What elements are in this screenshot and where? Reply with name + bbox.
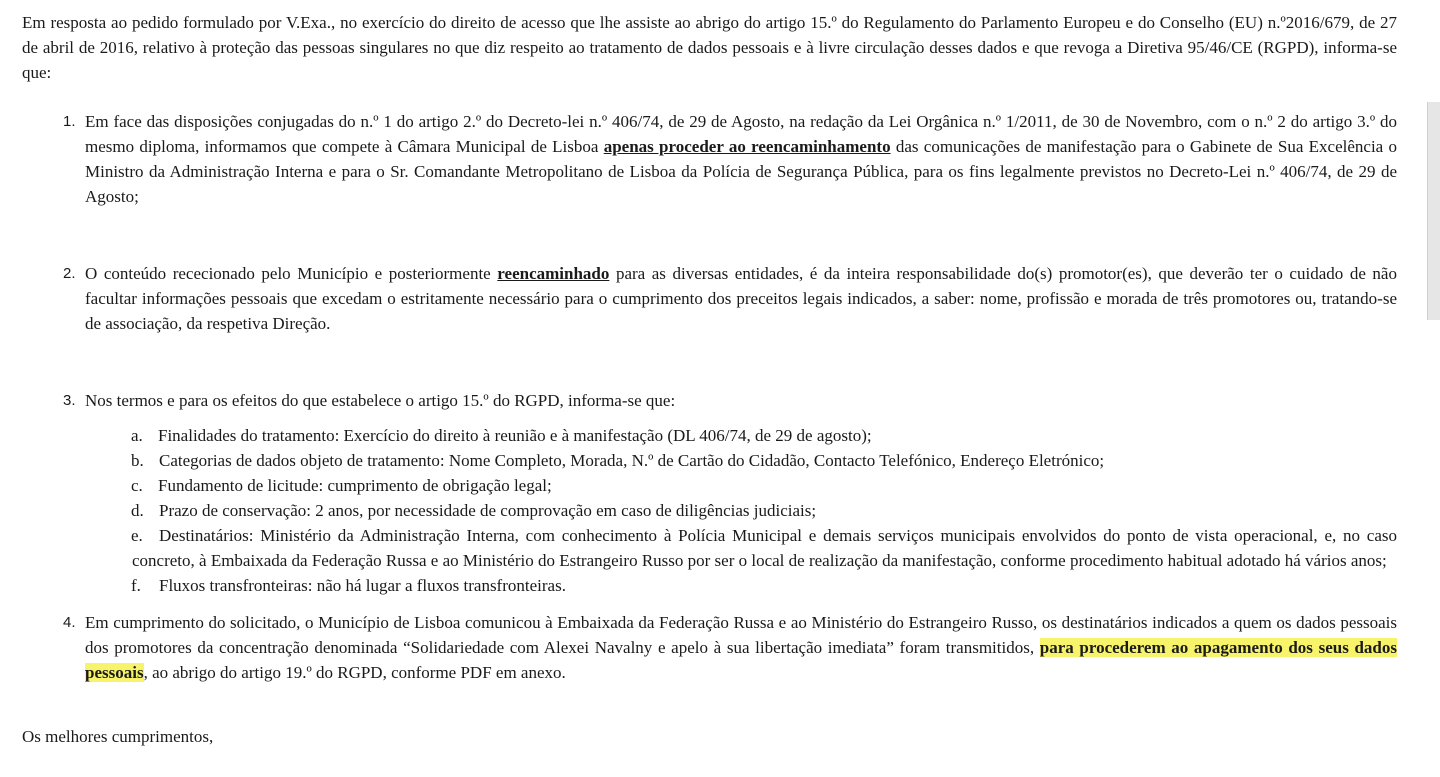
- scrollbar[interactable]: [1427, 102, 1440, 320]
- item-4-highlight: para procederem ao apagamento dos seus dados pessoais: [85, 638, 1397, 682]
- list-item-3: [22, 388, 1397, 598]
- sub-letter: c.: [131, 476, 143, 495]
- sub-letter: b.: [131, 451, 144, 470]
- item-3-text: Nos termos e para os efeitos do que estabelece o artigo 15.º do RGPD, informa-se que:: [85, 391, 676, 410]
- intro-paragraph: Em resposta ao pedido formulado por V.Exa., no exercício do direito de acesso que lhe assiste ao abrigo do artigo 15.º do Regulamento do Parlamento Europeu e do Conselho (EU) n.º2016/679, de 27 de abril de 2016, relativo à proteção das pessoas singulares no que diz respeito ao tratamento de dados pessoais e à livre circulação desses dados e que revoga a Diretiva 95/46/CE (RGPD), informa-se que:: [22, 13, 1397, 82]
- sub-item-a: [85, 423, 1397, 448]
- list-number: 3.: [63, 392, 76, 409]
- sub-letter: f.: [131, 576, 141, 595]
- sub-item-e: [85, 523, 1397, 573]
- sub-item-text: Fundamento de licitude: cumprimento de obrigação legal;: [158, 476, 552, 495]
- closing-line: Os melhores cumprimentos,: [22, 727, 214, 746]
- sub-item-d: [85, 498, 1397, 523]
- numbered-list: [22, 109, 1397, 685]
- item-1-emphasis: apenas proceder ao reencaminhamento: [603, 137, 891, 156]
- sub-item-c: [85, 473, 1397, 498]
- item-1-text-before: Em face das disposições conjugadas do n.º 1 do artigo 2.º do Decreto-lei n.º 406/74, de 29 de Agosto, na redação da Lei Orgânica n.º 1/2011, de 30 de Novembro, com o n.º 2 do artigo 3.º do mesmo diploma, informamos que compete à Câmara Municipal de Lisboa: [85, 112, 1397, 156]
- sub-item-text: Fluxos transfronteiras: não há lugar a fluxos transfronteiras.: [159, 576, 566, 595]
- list-item-4: [22, 610, 1397, 685]
- sub-item-text: Prazo de conservação: 2 anos, por necessidade de comprovação em caso de diligências judiciais;: [159, 501, 817, 520]
- sub-item-text: Destinatários: Ministério da Administração Interna, com conhecimento à Polícia Municipal e demais serviços municipais envolvidos do ponto de vista operacional, e, no caso concreto, à Embaixada da Federação Russa e ao Ministério do Estrangeiro Russo por ser o local de realização da manifestação, conforme procedimento habitual adotado há vários anos;: [132, 526, 1397, 570]
- item-2-emphasis: reencaminhado: [497, 264, 610, 283]
- list-item-1: [22, 109, 1397, 209]
- list-number: 2.: [63, 265, 76, 282]
- sub-item-text: Finalidades do tratamento: Exercício do direito à reunião e à manifestação (DL 406/74, de 29 de agosto);: [158, 426, 872, 445]
- list-number: 1.: [63, 113, 76, 130]
- sub-letter: e.: [131, 526, 143, 545]
- sub-letter: d.: [131, 501, 144, 520]
- list-number: 4.: [63, 614, 76, 631]
- document-body: [22, 10, 1397, 749]
- sub-list: [85, 423, 1397, 598]
- sub-item-b: [85, 448, 1397, 473]
- item-2-text-after: para as diversas entidades, é da inteira responsabilidade do(s) promotor(es), que deverão ter o cuidado de não facultar informações pessoais que excedam o estritamente necessário para o cumprimento dos preceitos legais indicados, a saber: nome, profissão e morada de três promotores ou, tratando-se de associação, da respetiva Direção.: [85, 264, 1397, 333]
- item-4-text-after: , ao abrigo do artigo 19.º do RGPD, conforme PDF em anexo.: [143, 663, 566, 682]
- list-item-2: [22, 261, 1397, 336]
- item-2-text-before: O conteúdo rececionado pelo Município e posteriormente: [85, 264, 498, 283]
- item-1-text-after: das comunicações de manifestação para o Gabinete de Sua Excelência o Ministro da Administração Interna e para o Sr. Comandante Metropolitano de Lisboa da Polícia de Segurança Pública, para os fins legalmente previstos no Decreto-Lei n.º 406/74, de 29 de Agosto;: [85, 137, 1397, 206]
- sub-item-f: [85, 573, 1397, 598]
- item-4-text-before: Em cumprimento do solicitado, o Município de Lisboa comunicou à Embaixada da Federação Russa e ao Ministério do Estrangeiro Russo, os destinatários indicados a quem os dados pessoais dos promotores da concentração denominada “Solidariedade com Alexei Navalny e apelo à sua libertação imediata” foram transmitidos,: [85, 613, 1397, 657]
- sub-item-text: Categorias de dados objeto de tratamento: Nome Completo, Morada, N.º de Cartão do Cidadão, Contacto Telefónico, Endereço Eletrónico;: [159, 451, 1105, 470]
- sub-letter: a.: [131, 426, 143, 445]
